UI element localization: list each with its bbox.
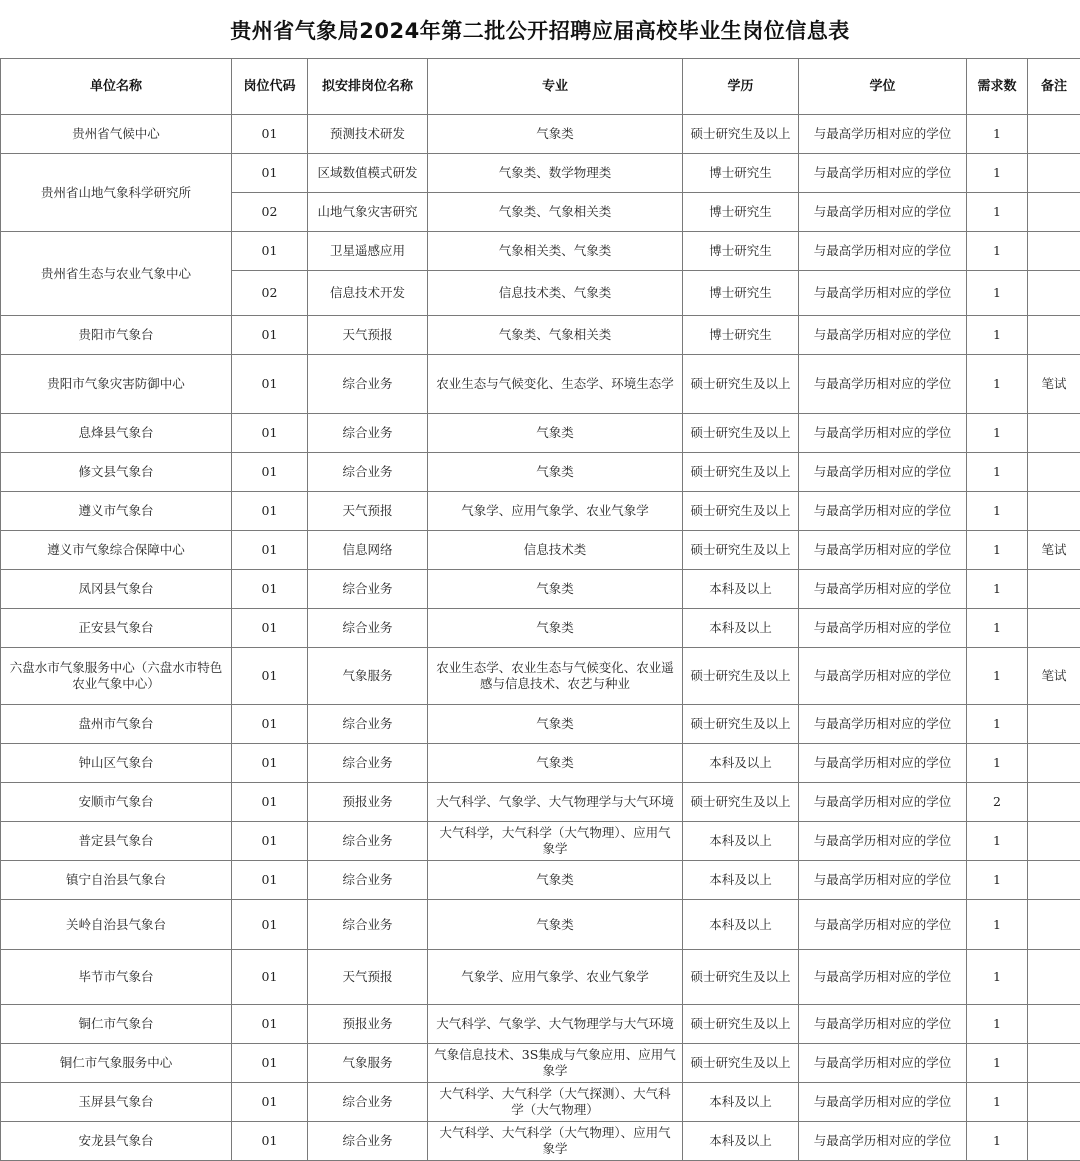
major-cell: 气象类 bbox=[428, 705, 683, 744]
code-cell: 01 bbox=[232, 115, 308, 154]
table-row bbox=[1, 355, 1080, 414]
code-cell: 01 bbox=[232, 570, 308, 609]
degree-cell: 与最高学历相对应的学位 bbox=[799, 822, 967, 861]
page-title: 贵州省气象局2024年第二批公开招聘应届高校毕业生岗位信息表 bbox=[0, 0, 1080, 58]
position-cell: 综合业务 bbox=[308, 822, 428, 861]
table-row bbox=[1, 609, 1080, 648]
education-cell: 硕士研究生及以上 bbox=[683, 414, 799, 453]
position-cell: 预报业务 bbox=[308, 783, 428, 822]
code-cell: 01 bbox=[232, 453, 308, 492]
count-cell: 2 bbox=[967, 783, 1028, 822]
education-cell: 硕士研究生及以上 bbox=[683, 531, 799, 570]
table-row bbox=[1, 316, 1080, 355]
column-header-position: 拟安排岗位名称 bbox=[308, 59, 428, 115]
column-header-degree: 学位 bbox=[799, 59, 967, 115]
degree-cell: 与最高学历相对应的学位 bbox=[799, 154, 967, 193]
unit-cell: 关岭自治县气象台 bbox=[1, 900, 232, 950]
major-cell: 气象类 bbox=[428, 115, 683, 154]
position-cell: 综合业务 bbox=[308, 900, 428, 950]
note-cell bbox=[1028, 1083, 1080, 1122]
unit-cell: 毕节市气象台 bbox=[1, 950, 232, 1005]
count-cell: 1 bbox=[967, 1044, 1028, 1083]
major-cell: 气象类 bbox=[428, 570, 683, 609]
major-cell: 农业生态与气候变化、生态学、环境生态学 bbox=[428, 355, 683, 414]
column-header-code: 岗位代码 bbox=[232, 59, 308, 115]
position-cell: 综合业务 bbox=[308, 609, 428, 648]
major-cell: 大气科学，大气科学（大气物理）、应用气象学 bbox=[428, 822, 683, 861]
position-cell: 卫星遥感应用 bbox=[308, 232, 428, 271]
position-cell: 综合业务 bbox=[308, 355, 428, 414]
table-row bbox=[1, 414, 1080, 453]
count-cell: 1 bbox=[967, 744, 1028, 783]
degree-cell: 与最高学历相对应的学位 bbox=[799, 861, 967, 900]
header-row bbox=[1, 59, 1080, 115]
position-cell: 山地气象灾害研究 bbox=[308, 193, 428, 232]
column-header-count: 需求数 bbox=[967, 59, 1028, 115]
unit-cell: 安龙县气象台 bbox=[1, 1122, 232, 1161]
code-cell: 01 bbox=[232, 783, 308, 822]
code-cell: 01 bbox=[232, 1044, 308, 1083]
note-cell bbox=[1028, 822, 1080, 861]
count-cell: 1 bbox=[967, 648, 1028, 705]
degree-cell: 与最高学历相对应的学位 bbox=[799, 609, 967, 648]
unit-cell: 贵阳市气象灾害防御中心 bbox=[1, 355, 232, 414]
column-header-education: 学历 bbox=[683, 59, 799, 115]
degree-cell: 与最高学历相对应的学位 bbox=[799, 232, 967, 271]
note-cell bbox=[1028, 414, 1080, 453]
unit-cell: 贵州省生态与农业气象中心 bbox=[1, 232, 232, 316]
code-cell: 01 bbox=[232, 232, 308, 271]
count-cell: 1 bbox=[967, 1005, 1028, 1044]
count-cell: 1 bbox=[967, 154, 1028, 193]
major-cell: 气象类 bbox=[428, 744, 683, 783]
degree-cell: 与最高学历相对应的学位 bbox=[799, 453, 967, 492]
note-cell bbox=[1028, 950, 1080, 1005]
note-cell bbox=[1028, 1005, 1080, 1044]
education-cell: 本科及以上 bbox=[683, 1122, 799, 1161]
major-cell: 信息技术类 bbox=[428, 531, 683, 570]
position-cell: 综合业务 bbox=[308, 861, 428, 900]
note-cell bbox=[1028, 861, 1080, 900]
count-cell: 1 bbox=[967, 271, 1028, 316]
note-cell bbox=[1028, 570, 1080, 609]
note-cell bbox=[1028, 453, 1080, 492]
unit-cell: 镇宁自治县气象台 bbox=[1, 861, 232, 900]
table-row bbox=[1, 950, 1080, 1005]
table-row bbox=[1, 492, 1080, 531]
unit-cell: 安顺市气象台 bbox=[1, 783, 232, 822]
count-cell: 1 bbox=[967, 861, 1028, 900]
code-cell: 01 bbox=[232, 609, 308, 648]
education-cell: 本科及以上 bbox=[683, 861, 799, 900]
education-cell: 硕士研究生及以上 bbox=[683, 115, 799, 154]
education-cell: 硕士研究生及以上 bbox=[683, 355, 799, 414]
degree-cell: 与最高学历相对应的学位 bbox=[799, 1083, 967, 1122]
count-cell: 1 bbox=[967, 316, 1028, 355]
unit-cell: 修文县气象台 bbox=[1, 453, 232, 492]
code-cell: 02 bbox=[232, 193, 308, 232]
code-cell: 01 bbox=[232, 1005, 308, 1044]
positions-table bbox=[0, 58, 1080, 1161]
table-row bbox=[1, 453, 1080, 492]
education-cell: 硕士研究生及以上 bbox=[683, 950, 799, 1005]
table-row bbox=[1, 1005, 1080, 1044]
education-cell: 硕士研究生及以上 bbox=[683, 1044, 799, 1083]
code-cell: 01 bbox=[232, 822, 308, 861]
education-cell: 硕士研究生及以上 bbox=[683, 453, 799, 492]
note-cell bbox=[1028, 115, 1080, 154]
major-cell: 气象类、气象相关类 bbox=[428, 316, 683, 355]
count-cell: 1 bbox=[967, 492, 1028, 531]
degree-cell: 与最高学历相对应的学位 bbox=[799, 115, 967, 154]
note-cell bbox=[1028, 316, 1080, 355]
major-cell: 气象类 bbox=[428, 414, 683, 453]
code-cell: 01 bbox=[232, 648, 308, 705]
education-cell: 硕士研究生及以上 bbox=[683, 705, 799, 744]
degree-cell: 与最高学历相对应的学位 bbox=[799, 783, 967, 822]
education-cell: 博士研究生 bbox=[683, 316, 799, 355]
position-cell: 天气预报 bbox=[308, 492, 428, 531]
column-header-note: 备注 bbox=[1028, 59, 1080, 115]
degree-cell: 与最高学历相对应的学位 bbox=[799, 705, 967, 744]
table-row bbox=[1, 232, 1080, 271]
table-row bbox=[1, 705, 1080, 744]
code-cell: 01 bbox=[232, 531, 308, 570]
unit-cell: 普定县气象台 bbox=[1, 822, 232, 861]
code-cell: 01 bbox=[232, 705, 308, 744]
major-cell: 农业生态学、农业生态与气候变化、农业遥感与信息技术、农艺与种业 bbox=[428, 648, 683, 705]
degree-cell: 与最高学历相对应的学位 bbox=[799, 950, 967, 1005]
count-cell: 1 bbox=[967, 115, 1028, 154]
note-cell: 笔试 bbox=[1028, 355, 1080, 414]
major-cell: 大气科学、大气科学（大气物理）、应用气象学 bbox=[428, 1122, 683, 1161]
count-cell: 1 bbox=[967, 900, 1028, 950]
unit-cell: 遵义市气象综合保障中心 bbox=[1, 531, 232, 570]
table-row bbox=[1, 531, 1080, 570]
code-cell: 01 bbox=[232, 744, 308, 783]
education-cell: 本科及以上 bbox=[683, 744, 799, 783]
table-row bbox=[1, 1044, 1080, 1083]
position-cell: 综合业务 bbox=[308, 1083, 428, 1122]
position-cell: 综合业务 bbox=[308, 570, 428, 609]
education-cell: 博士研究生 bbox=[683, 232, 799, 271]
unit-cell: 玉屏县气象台 bbox=[1, 1083, 232, 1122]
major-cell: 大气科学、气象学、大气物理学与大气环境 bbox=[428, 1005, 683, 1044]
position-cell: 天气预报 bbox=[308, 950, 428, 1005]
education-cell: 本科及以上 bbox=[683, 822, 799, 861]
table-row bbox=[1, 115, 1080, 154]
unit-cell: 钟山区气象台 bbox=[1, 744, 232, 783]
position-cell: 综合业务 bbox=[308, 744, 428, 783]
position-cell: 综合业务 bbox=[308, 453, 428, 492]
note-cell bbox=[1028, 193, 1080, 232]
education-cell: 本科及以上 bbox=[683, 570, 799, 609]
education-cell: 本科及以上 bbox=[683, 609, 799, 648]
degree-cell: 与最高学历相对应的学位 bbox=[799, 531, 967, 570]
education-cell: 硕士研究生及以上 bbox=[683, 492, 799, 531]
major-cell: 大气科学、气象学、大气物理学与大气环境 bbox=[428, 783, 683, 822]
column-header-unit: 单位名称 bbox=[1, 59, 232, 115]
count-cell: 1 bbox=[967, 414, 1028, 453]
position-cell: 预测技术研发 bbox=[308, 115, 428, 154]
position-cell: 区域数值模式研发 bbox=[308, 154, 428, 193]
degree-cell: 与最高学历相对应的学位 bbox=[799, 355, 967, 414]
count-cell: 1 bbox=[967, 531, 1028, 570]
note-cell bbox=[1028, 1044, 1080, 1083]
count-cell: 1 bbox=[967, 232, 1028, 271]
unit-cell: 贵州省气候中心 bbox=[1, 115, 232, 154]
code-cell: 01 bbox=[232, 1122, 308, 1161]
education-cell: 硕士研究生及以上 bbox=[683, 1005, 799, 1044]
code-cell: 01 bbox=[232, 1083, 308, 1122]
table-row bbox=[1, 900, 1080, 950]
degree-cell: 与最高学历相对应的学位 bbox=[799, 1005, 967, 1044]
major-cell: 气象类 bbox=[428, 861, 683, 900]
education-cell: 博士研究生 bbox=[683, 154, 799, 193]
count-cell: 1 bbox=[967, 355, 1028, 414]
degree-cell: 与最高学历相对应的学位 bbox=[799, 570, 967, 609]
unit-cell: 六盘水市气象服务中心（六盘水市特色农业气象中心） bbox=[1, 648, 232, 705]
position-cell: 气象服务 bbox=[308, 648, 428, 705]
position-cell: 综合业务 bbox=[308, 414, 428, 453]
code-cell: 01 bbox=[232, 154, 308, 193]
note-cell bbox=[1028, 492, 1080, 531]
code-cell: 01 bbox=[232, 316, 308, 355]
table-row bbox=[1, 861, 1080, 900]
education-cell: 博士研究生 bbox=[683, 193, 799, 232]
major-cell: 信息技术类、气象类 bbox=[428, 271, 683, 316]
note-cell bbox=[1028, 783, 1080, 822]
note-cell bbox=[1028, 900, 1080, 950]
major-cell: 气象相关类、气象类 bbox=[428, 232, 683, 271]
column-header-major: 专业 bbox=[428, 59, 683, 115]
position-cell: 信息技术开发 bbox=[308, 271, 428, 316]
unit-cell: 凤冈县气象台 bbox=[1, 570, 232, 609]
note-cell bbox=[1028, 271, 1080, 316]
degree-cell: 与最高学历相对应的学位 bbox=[799, 1044, 967, 1083]
note-cell bbox=[1028, 705, 1080, 744]
code-cell: 01 bbox=[232, 414, 308, 453]
table-row bbox=[1, 1083, 1080, 1122]
degree-cell: 与最高学历相对应的学位 bbox=[799, 492, 967, 531]
table-row bbox=[1, 154, 1080, 193]
major-cell: 气象类 bbox=[428, 609, 683, 648]
degree-cell: 与最高学历相对应的学位 bbox=[799, 193, 967, 232]
note-cell bbox=[1028, 232, 1080, 271]
code-cell: 01 bbox=[232, 492, 308, 531]
degree-cell: 与最高学历相对应的学位 bbox=[799, 414, 967, 453]
code-cell: 02 bbox=[232, 271, 308, 316]
unit-cell: 盘州市气象台 bbox=[1, 705, 232, 744]
table-row bbox=[1, 744, 1080, 783]
degree-cell: 与最高学历相对应的学位 bbox=[799, 316, 967, 355]
unit-cell: 正安县气象台 bbox=[1, 609, 232, 648]
code-cell: 01 bbox=[232, 900, 308, 950]
degree-cell: 与最高学历相对应的学位 bbox=[799, 900, 967, 950]
count-cell: 1 bbox=[967, 822, 1028, 861]
degree-cell: 与最高学历相对应的学位 bbox=[799, 648, 967, 705]
count-cell: 1 bbox=[967, 1083, 1028, 1122]
note-cell bbox=[1028, 1122, 1080, 1161]
unit-cell: 铜仁市气象服务中心 bbox=[1, 1044, 232, 1083]
education-cell: 博士研究生 bbox=[683, 271, 799, 316]
unit-cell: 贵州省山地气象科学研究所 bbox=[1, 154, 232, 232]
position-cell: 预报业务 bbox=[308, 1005, 428, 1044]
degree-cell: 与最高学历相对应的学位 bbox=[799, 1122, 967, 1161]
unit-cell: 铜仁市气象台 bbox=[1, 1005, 232, 1044]
note-cell bbox=[1028, 744, 1080, 783]
count-cell: 1 bbox=[967, 609, 1028, 648]
major-cell: 大气科学、大气科学（大气探测）、大气科学（大气物理） bbox=[428, 1083, 683, 1122]
unit-cell: 息烽县气象台 bbox=[1, 414, 232, 453]
position-cell: 综合业务 bbox=[308, 705, 428, 744]
position-cell: 气象服务 bbox=[308, 1044, 428, 1083]
education-cell: 本科及以上 bbox=[683, 900, 799, 950]
major-cell: 气象学、应用气象学、农业气象学 bbox=[428, 492, 683, 531]
code-cell: 01 bbox=[232, 861, 308, 900]
table-row bbox=[1, 1122, 1080, 1161]
table-row bbox=[1, 648, 1080, 705]
major-cell: 气象信息技术、3S集成与气象应用、应用气象学 bbox=[428, 1044, 683, 1083]
major-cell: 气象类 bbox=[428, 453, 683, 492]
note-cell: 笔试 bbox=[1028, 531, 1080, 570]
count-cell: 1 bbox=[967, 193, 1028, 232]
major-cell: 气象学、应用气象学、农业气象学 bbox=[428, 950, 683, 1005]
degree-cell: 与最高学历相对应的学位 bbox=[799, 744, 967, 783]
major-cell: 气象类、气象相关类 bbox=[428, 193, 683, 232]
degree-cell: 与最高学历相对应的学位 bbox=[799, 271, 967, 316]
count-cell: 1 bbox=[967, 1122, 1028, 1161]
count-cell: 1 bbox=[967, 570, 1028, 609]
note-cell bbox=[1028, 609, 1080, 648]
table-row bbox=[1, 783, 1080, 822]
code-cell: 01 bbox=[232, 950, 308, 1005]
unit-cell: 遵义市气象台 bbox=[1, 492, 232, 531]
education-cell: 硕士研究生及以上 bbox=[683, 783, 799, 822]
table-row bbox=[1, 822, 1080, 861]
note-cell: 笔试 bbox=[1028, 648, 1080, 705]
code-cell: 01 bbox=[232, 355, 308, 414]
count-cell: 1 bbox=[967, 453, 1028, 492]
education-cell: 本科及以上 bbox=[683, 1083, 799, 1122]
position-cell: 天气预报 bbox=[308, 316, 428, 355]
major-cell: 气象类、数学物理类 bbox=[428, 154, 683, 193]
position-cell: 综合业务 bbox=[308, 1122, 428, 1161]
unit-cell: 贵阳市气象台 bbox=[1, 316, 232, 355]
position-cell: 信息网络 bbox=[308, 531, 428, 570]
count-cell: 1 bbox=[967, 950, 1028, 1005]
education-cell: 硕士研究生及以上 bbox=[683, 648, 799, 705]
count-cell: 1 bbox=[967, 705, 1028, 744]
major-cell: 气象类 bbox=[428, 900, 683, 950]
note-cell bbox=[1028, 154, 1080, 193]
table-row bbox=[1, 570, 1080, 609]
